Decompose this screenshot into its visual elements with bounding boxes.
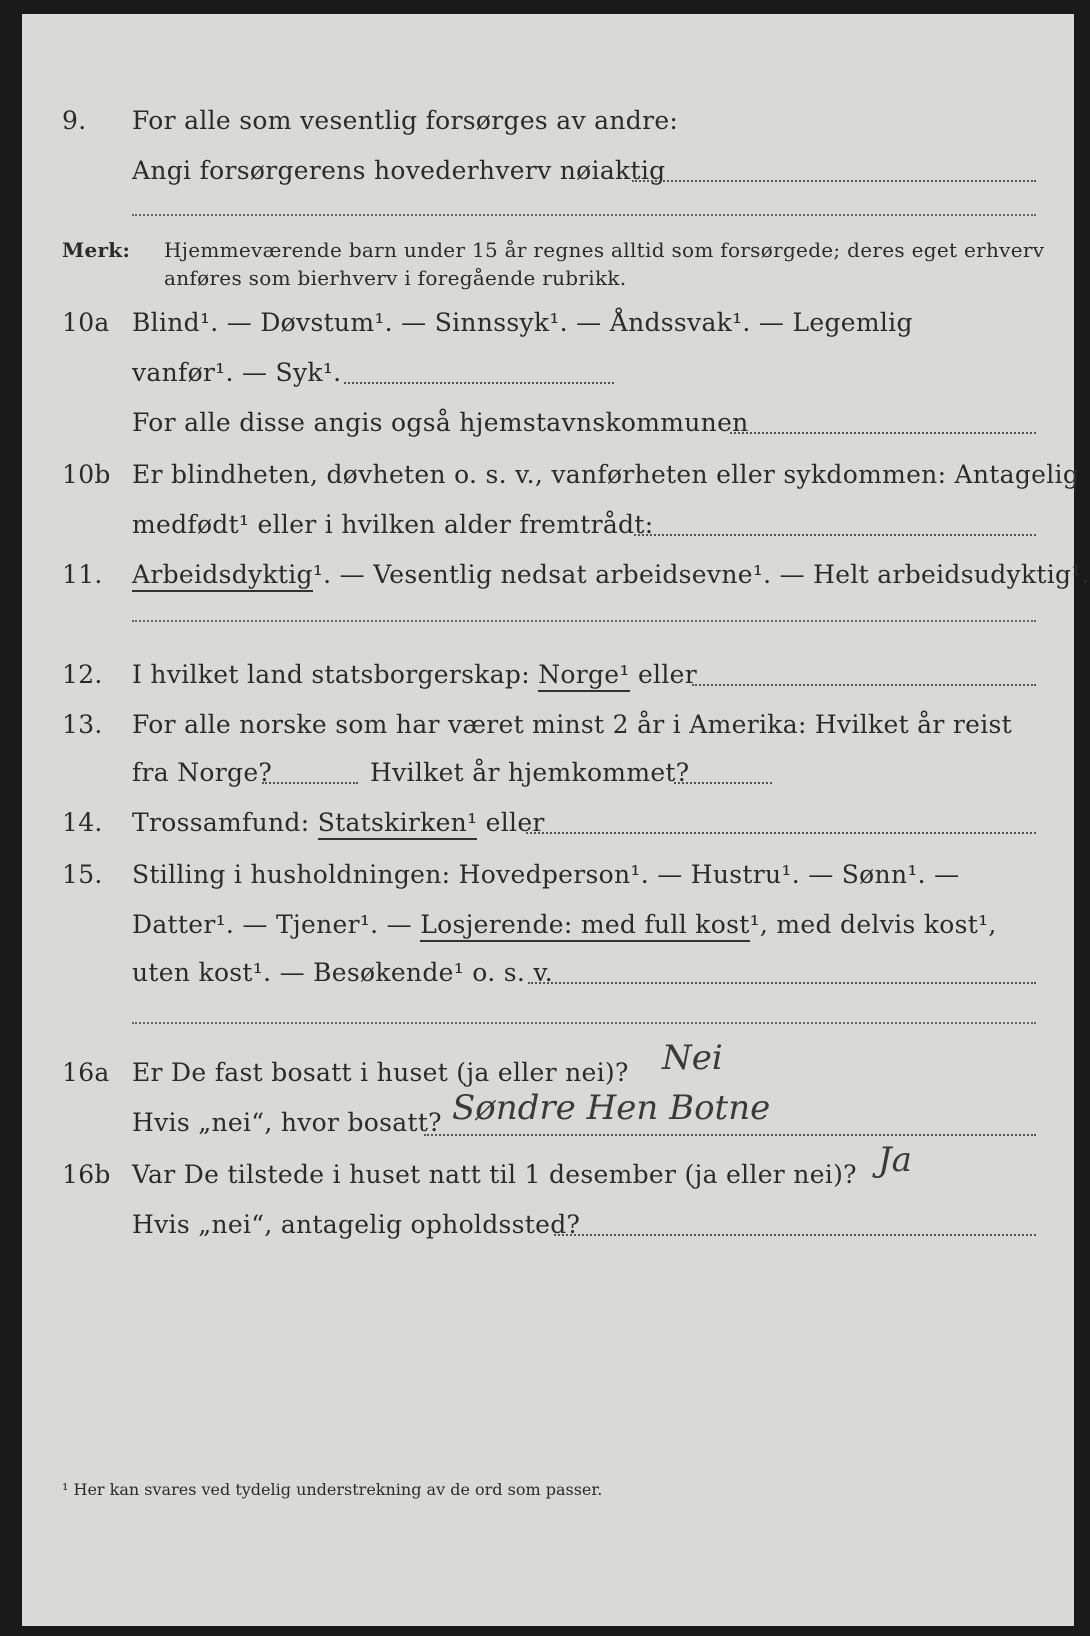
q10a-text2: vanfør¹. — Syk¹. [132, 358, 342, 387]
q14-text-wrap [132, 808, 545, 837]
q14-religion-field[interactable] [526, 832, 1036, 834]
q10b-age-field[interactable] [634, 534, 1036, 536]
q10a-municipality-field[interactable] [730, 432, 1036, 434]
q16b-whereabouts-field[interactable] [554, 1234, 1036, 1236]
q9-number: 9. [62, 106, 87, 135]
q10a-text1: Blind¹. — Døvstum¹. — Sinnssyk¹. — Åndssvak¹. — Legemlig [132, 308, 913, 337]
q16a-text1: Er De fast bosatt i huset (ja eller nei)? [132, 1058, 629, 1087]
q15-text1: Stilling i husholdningen: Hovedperson¹. — Hustru¹. — Sønn¹. — [132, 860, 960, 889]
merk-text2: anføres som bierhverv i foregående rubrikk. [164, 266, 627, 290]
q13-return-year-field[interactable] [674, 782, 772, 784]
q9-text: For alle som vesentlig forsørges av andre: [132, 106, 679, 135]
q13-text2b: Hvilket år hjemkommet? [370, 758, 690, 787]
q14-after: eller [485, 808, 545, 837]
q15-position-field[interactable] [528, 982, 1036, 984]
q12-text-wrap [132, 660, 697, 689]
q16a-handwritten-answer2: Søndre Hen Botne [452, 1088, 771, 1128]
q16b-number: 16b [62, 1160, 111, 1189]
q15-option-underlined: Losjerende: med full kost [420, 910, 749, 942]
q11-rest: ¹. — Vesentlig nedsat arbeidsevne¹. — Helt arbeidsudyktig¹. [312, 560, 1090, 589]
q10b-text1: Er blindheten, døvheten o. s. v., vanførheten eller sykdommen: Antagelig [132, 460, 1080, 489]
q16b-text1: Var De tilstede i huset natt til 1 desember (ja eller nei)? [132, 1160, 857, 1189]
q15-number: 15. [62, 860, 103, 889]
q16a-number: 16a [62, 1058, 110, 1087]
q16a-handwritten-answer1: Nei [662, 1038, 723, 1078]
merk-text1: Hjemmeværende barn under 15 år regnes alltid som forsørgede; deres eget erhverv [164, 238, 1045, 262]
q13-text1: For alle norske som har været minst 2 år i Amerika: Hvilket år reist [132, 710, 1013, 739]
q12-number: 12. [62, 660, 103, 689]
q16a-residence-field[interactable] [424, 1134, 1036, 1136]
q13-number: 13. [62, 710, 103, 739]
q14-number: 14. [62, 808, 103, 837]
q9-text2: Angi forsørgerens hovederhverv nøiaktig [132, 156, 666, 185]
q16a-text2: Hvis „nei“, hvor bosatt? [132, 1108, 442, 1137]
q10a-text3: For alle disse angis også hjemstavnskommunen [132, 408, 749, 437]
q14-option-underlined: Statskirken¹ [318, 808, 478, 840]
q16b-handwritten-answer1: Ja [878, 1140, 912, 1180]
q11-option-underlined: Arbeidsdyktig [132, 560, 313, 592]
q13-departure-year-field[interactable] [262, 782, 358, 784]
q10a-sick-field[interactable] [344, 382, 614, 384]
merk-label: Merk: [62, 238, 131, 262]
q15-answer-line2[interactable] [132, 1022, 1036, 1024]
q15-text3: uten kost¹. — Besøkende¹ o. s. v. [132, 958, 554, 987]
q10b-text2: medfødt¹ eller i hvilken alder fremtrådt: [132, 510, 654, 539]
q11-answer-line[interactable] [132, 620, 1036, 622]
q9-answer-field[interactable] [632, 180, 1036, 182]
footnote: ¹ Her kan svares ved tydelig understrekning av de ord som passer. [62, 1480, 603, 1499]
q10a-number: 10a [62, 308, 110, 337]
q11-number: 11. [62, 560, 103, 589]
q15-text2a: Datter¹. — Tjener¹. — [132, 910, 412, 939]
q10b-number: 10b [62, 460, 111, 489]
q13-text2a: fra Norge? [132, 758, 273, 787]
q11-text [132, 560, 1090, 589]
census-form-page [22, 14, 1090, 1626]
q9-answer-line2[interactable] [132, 214, 1036, 216]
q14-text: Trossamfund: [132, 808, 310, 837]
q15-text2c: ¹, med delvis kost¹, [749, 910, 997, 939]
q12-after: eller [637, 660, 697, 689]
q12-country-field[interactable] [692, 684, 1036, 686]
q12-text: I hvilket land statsborgerskap: [132, 660, 530, 689]
q15-text2-wrap [132, 910, 997, 939]
q16b-text2: Hvis „nei“, antagelig opholdssted? [132, 1210, 581, 1239]
q12-option-underlined: Norge¹ [538, 660, 630, 692]
